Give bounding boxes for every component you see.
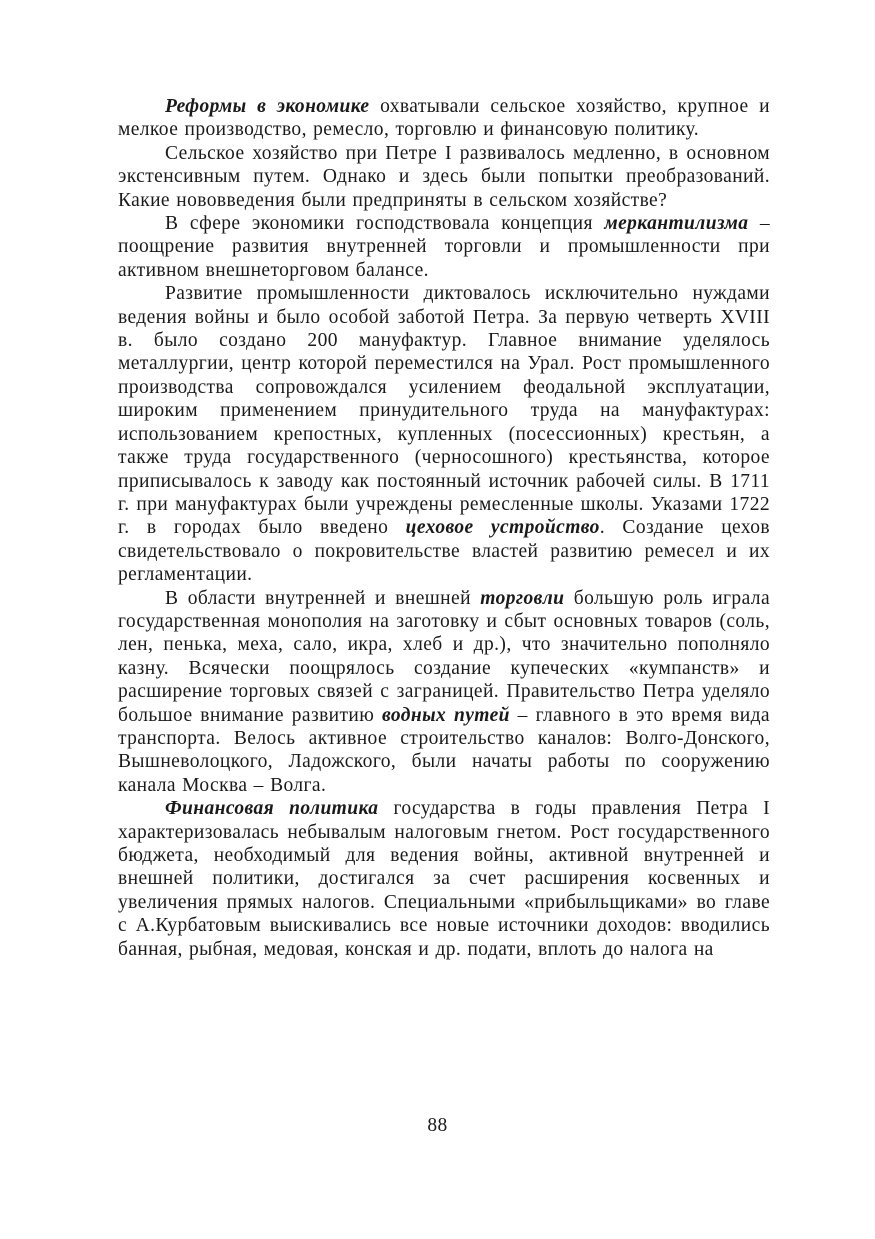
- page-number: 88: [427, 1115, 448, 1136]
- term-mercantilism: меркантилизма: [604, 213, 749, 235]
- term-economic-reforms: Реформы в экономике: [165, 96, 370, 117]
- page-body: [118, 95, 770, 961]
- paragraph-economic-reforms: [118, 95, 770, 142]
- term-guild-structure: цеховое устройство: [405, 517, 600, 539]
- term-trade: торговли: [480, 587, 565, 609]
- paragraph-text: – поощрение развития внутренней торговли и промышленности при активном внешнеторговом балансе.: [118, 213, 770, 281]
- paragraph-text: – главного в это время вида транспорта. Велось активное строительство каналов: Волго-Донского, Вышневолоцкого, Ладожского, были начаты работы по сооружению канала Москва – Волга.: [118, 704, 770, 796]
- paragraph-text: Сельское хозяйство при Петре I развивалось медленно, в основном экстенсивным путем. Однако и здесь были попытки преобразований. Какие нововведения были предприняты в сельском хозяйстве?: [118, 142, 770, 211]
- term-waterways: водных путей: [382, 704, 510, 726]
- paragraph-agriculture: [118, 142, 770, 212]
- paragraph-text: В области внутренней и внешней: [165, 587, 481, 609]
- paragraph-text: Развитие промышленности диктовалось исключительно нуждами ведения войны и было особой заботой Петра. За первую четверть XVIII в. было создано 200 мануфактур. Главное внимание уделялось металлургии, центр которой переместился на Урал. Рост промышленного производства сопровождался усилением феодальной эксплуатации, широким применением принудительного труда на мануфактурах: использованием крепостных, купленных (посессионных) крестьян, а также труда государственного (черносошного) крестьянства, которое приписывалось к заводу как постоянный источник рабочей силы. В 1711 г. при мануфактурах были учреждены ремесленные школы. Указами 1722 г. в городах было введено: [118, 283, 770, 539]
- paragraph-text: . Создание цехов свидетельствовало о покровительстве властей развитию ремесел и их регламентации.: [118, 517, 770, 586]
- paragraph-mercantilism: [118, 212, 770, 282]
- paragraph-financial-policy: [118, 797, 770, 961]
- term-financial-policy: Финансовая политика: [165, 798, 379, 820]
- paragraph-text: государства в годы правления Петра I характеризовалась небывалым налоговым гнетом. Рост государственного бюджета, необходимый для ведения войны, активной внутренней и внешней политики, достигался за счет расширения косвенных и увеличения прямых налогов. Специальными «прибыльщиками» во главе с А.Курбатовым выискивались все новые источники доходов: вводились банная, рыбная, медовая, конская и др. подати, вплоть до налога на: [118, 798, 771, 960]
- paragraph-text: В сфере экономики господствовала концепция: [165, 213, 605, 235]
- paragraph-industry: [118, 282, 770, 586]
- paragraph-text: охватывали сельское хозяйство, крупное и мелкое производство, ремесло, торговлю и финансовую политику.: [118, 96, 770, 141]
- paragraph-text: большую роль играла государственная монополия на заготовку и сбыт основных товаров (соль, лен, пенька, меха, сало, икра, хлеб и др.), что значительно пополняло казну. Всячески поощрялось создание купеческих «кумпанств» и расширение торговых связей с заграницей. Правительство Петра уделяло большое внимание развитию: [118, 587, 770, 726]
- paragraph-trade: [118, 587, 770, 798]
